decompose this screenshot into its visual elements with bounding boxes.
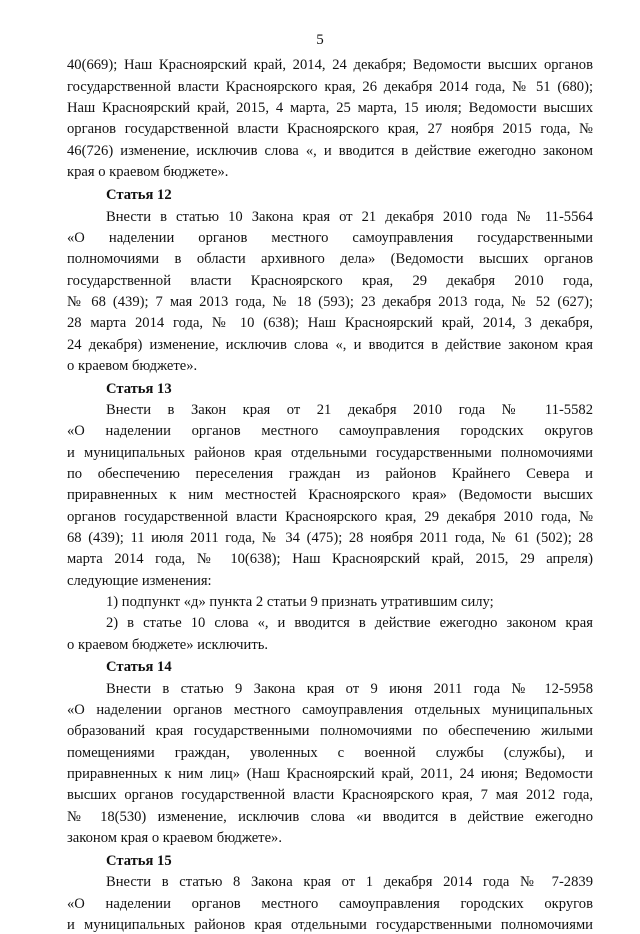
text-line: о краевом бюджете». [67,358,198,374]
text-line: органов государственной власти Красноярского края, 29 декабря 2010 года, № [67,509,593,525]
text-line: Внести в статью 10 Закона края от 21 декабря 2010 года № 11-5564 [106,209,593,225]
text-line: следующие изменения: [67,573,212,589]
page-number: 5 [316,32,324,48]
article-heading: Статья 14 [106,659,172,675]
text-line: 2) в статье 10 слова «, и вводится в действие ежегодно законом края [106,615,593,631]
text-line: о краевом бюджете» исключить. [67,637,268,653]
text-line: 28 марта 2014 года, № 10 (638); Наш Красноярский край, 2014, 3 декабря, [67,315,593,331]
text-line: № 68 (439); 7 мая 2013 года, № 18 (593); 23 декабря 2013 года, № 52 (627); [67,294,593,310]
text-line: «О наделении органов местного самоуправления государственными [67,230,593,246]
text-line: Внести в Закон края от 21 декабря 2010 года № 11-5582 [106,402,593,418]
text-line: полномочиями в области архивного дела» (Ведомости высших органов [67,251,593,267]
text-line: Внести в статью 9 Закона края от 9 июня 2011 года № 12-5958 [106,681,593,697]
text-line: приравненных к ним местностей Красноярского края» (Ведомости высших [67,487,593,503]
text-line: «О наделении органов местного самоуправления отдельных муниципальных [67,702,593,718]
text-line: Наш Красноярский край, 2015, 4 марта, 25 марта, 15 июля; Ведомости высших [67,100,593,116]
text-line: государственной власти Красноярского края, 26 декабря 2014 года, № 51 (680); [67,79,593,95]
text-line: Внести в статью 8 Закона края от 1 декабря 2014 года № 7-2839 [106,874,593,890]
article-heading: Статья 12 [106,187,172,203]
text-line: помещениями граждан, уволенных с военной службы (службы), и [67,745,593,761]
text-line: образований края государственными полномочиями по обеспечению жилыми [67,723,593,739]
text-line: законом края о краевом бюджете». [67,830,282,846]
text-line: приравненных к ним лиц» (Наш Красноярский край, 2011, 24 июня; Ведомости [67,766,593,782]
text-line: и муниципальных районов края отдельными государственными полномочиями [67,445,593,461]
text-line: «О наделении органов местного самоуправления городских округов [67,423,593,439]
text-line: органов государственной власти Красноярского края, 27 ноября 2015 года, № [67,121,593,137]
text-line: марта 2014 года, № 10(638); Наш Красноярский край, 2015, 29 апреля) [67,551,593,567]
text-line: государственной власти Красноярского края, 29 декабря 2010 года, [67,273,593,289]
text-line: 40(669); Наш Красноярский край, 2014, 24 декабря; Ведомости высших органов [67,57,593,73]
text-line: 68 (439); 11 июля 2011 года, № 34 (475); 28 ноября 2011 года, № 61 (502); 28 [67,530,593,546]
text-line: по обеспечению переселения граждан из районов Крайнего Севера и [67,466,593,482]
text-line: 24 декабря) изменение, исключив слова «, и вводится в действие законом края [67,337,593,353]
article-heading: Статья 15 [106,853,172,869]
text-line: и муниципальных районов края отдельными государственными полномочиями [67,917,593,933]
text-line: № 18(530) изменение, исключив слова «и вводится в действие ежегодно [67,809,593,825]
text-line: 1) подпункт «д» пункта 2 статьи 9 признать утратившим силу; [106,594,494,610]
text-line: высших органов государственной власти Красноярского края, 7 мая 2012 года, [67,787,593,803]
text-line: 46(726) изменение, исключив слова «, и вводится в действие ежегодно законом [67,143,593,159]
text-line: края о краевом бюджете». [67,164,229,180]
article-heading: Статья 13 [106,381,172,397]
text-line: «О наделении органов местного самоуправления городских округов [67,896,593,912]
